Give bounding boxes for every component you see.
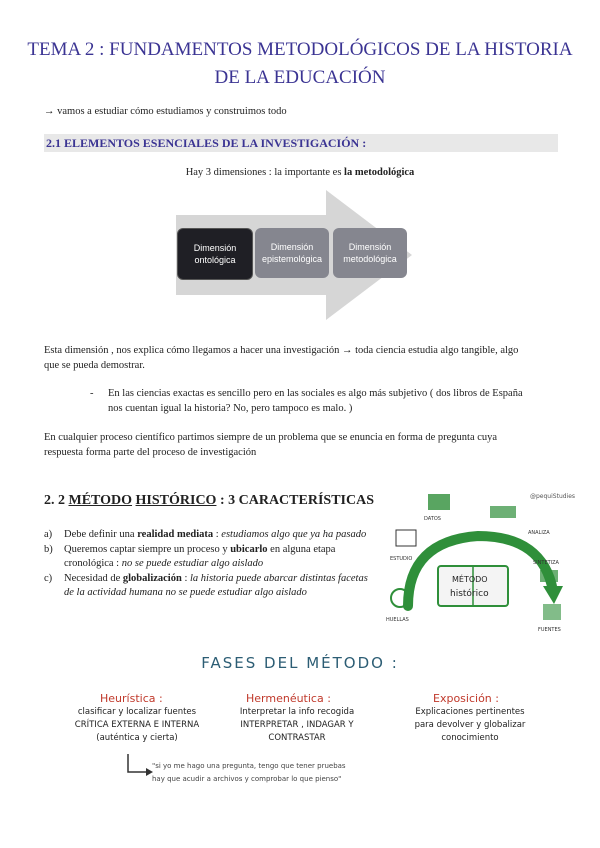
sketch-title-1: MÉTODO bbox=[452, 575, 488, 584]
sketch-label: SINTETIZA bbox=[533, 560, 559, 566]
intro-text: → vamos a estudiar cómo estudiamos y construimos todo bbox=[44, 106, 287, 117]
dimension-box-metodologica: Dimensión metodológica bbox=[333, 228, 407, 278]
bullet-ciencias: En las ciencias exactas es sencillo pero en las sociales es algo más subjetivo ( dos libros de España nos cuentan igual la historia? No, pero tampoco es malo. ) bbox=[108, 388, 523, 414]
sketch-label: HUELLAS bbox=[386, 617, 409, 623]
paragraph-proceso: En cualquier proceso científico partimos siempre de un problema que se enuncia en forma de pregunta cuya respuesta forma parte del proceso de investigación bbox=[44, 432, 498, 458]
list-item: a) Debe definir una realidad mediata : estudiamos algo que ya ha pasado bbox=[44, 529, 367, 540]
sketch-label: FUENTES bbox=[538, 627, 561, 633]
dimension-box-ontologica: Dimensión ontológica bbox=[177, 228, 253, 280]
hermeneutica-body: Interpretar la info recogida INTERPRETAR , INDAGAR Y CONTRASTAR bbox=[239, 707, 355, 743]
fases-heading: FASES DEL MÉTODO : bbox=[201, 654, 399, 672]
dimensions-intro: Hay 3 dimensiones : la importante es la metodológica bbox=[185, 167, 415, 178]
section-heading-2-2: 2. 2 MÉTODO HISTÓRICO : 3 CARACTERÍSTICAS bbox=[44, 493, 374, 508]
dimension-box-epistemologica: Dimensión epistemológica bbox=[255, 228, 329, 278]
sketch-doc-1 bbox=[428, 494, 450, 510]
hook-arrow-icon bbox=[120, 752, 156, 780]
paragraph-dimension: Esta dimensión , nos explica cómo llegamos a hacer una investigación → toda ciencia estudia algo tangible, algo que se pueda demostrar. bbox=[44, 345, 519, 371]
hermeneutica-title: Hermenéutica : bbox=[246, 692, 331, 705]
metodo-historico-sketch bbox=[378, 486, 578, 636]
sketch-label: DATOS bbox=[424, 516, 441, 522]
sketch-doc-5 bbox=[543, 604, 561, 620]
sketch-doc-3 bbox=[396, 530, 416, 546]
sketch-doc-2 bbox=[490, 506, 516, 518]
characteristics-list bbox=[44, 528, 370, 601]
sketch-signature: @pequiStudies bbox=[530, 493, 576, 500]
sketch-label: ESTUDIO bbox=[390, 556, 413, 562]
sketch-arrow-head bbox=[543, 586, 563, 604]
list-item: c) Necesidad de globalización : la historia puede abarcar distintas facetas de la actividad humana no se puede estudiar algo aislado bbox=[44, 573, 368, 598]
sketch-doc-4 bbox=[540, 570, 558, 582]
list-item: b) Queremos captar siempre un proceso y ubicarlo en alguna etapa cronológica : no se puede estudiar algo aislado bbox=[44, 544, 336, 569]
sketch-title-2: histórico bbox=[450, 589, 489, 599]
exposicion-title: Exposición : bbox=[433, 692, 499, 705]
heuristica-title: Heurística : bbox=[100, 692, 163, 705]
document-title: TEMA 2 : FUNDAMENTOS METODOLÓGICOS DE LA HISTORIA DE LA EDUCACIÓN bbox=[27, 39, 573, 88]
bullet-dash: - bbox=[90, 388, 94, 399]
sketch-label: ANALIZA bbox=[528, 530, 550, 536]
heuristica-body: clasificar y localizar fuentes CRÍTICA EXTERNA E INTERNA (auténtica y cierta) bbox=[74, 707, 200, 743]
quote-text: "si yo me hago una pregunta, tengo que tener pruebas hay que acudir a archivos y comprobar lo que pienso" bbox=[152, 762, 346, 783]
section-heading-2-1: 2.1 ELEMENTOS ESENCIALES DE LA INVESTIGACIÓN : bbox=[44, 134, 558, 152]
exposicion-body: Explicaciones pertinentes para devolver y globalizar conocimiento bbox=[414, 707, 526, 743]
